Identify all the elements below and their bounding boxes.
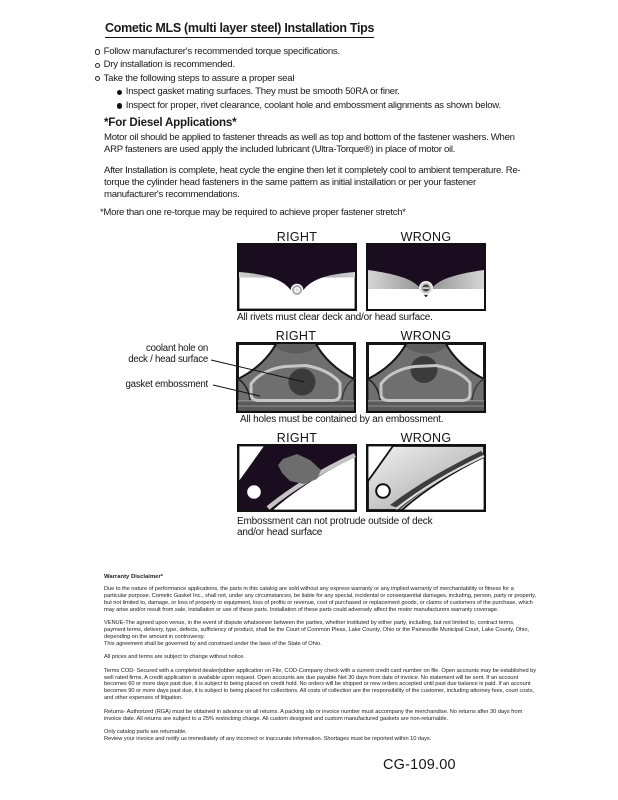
filled-bullet-icon <box>117 90 122 95</box>
warranty-paragraph: All prices and terms are subject to change without notice. <box>104 654 245 661</box>
diesel-paragraph-1: Motor oil should be applied to fastener threads as well as top and bottom of the fastener washers. When ARP fasteners are used apply the included lubricant (Ultra-Torque®) in place of motor oil. <box>104 132 515 156</box>
warranty-disclaimer-section <box>104 574 537 749</box>
wrong-label: WRONG <box>400 329 452 343</box>
rivet-icon <box>291 284 304 297</box>
list-item <box>95 72 519 85</box>
list-item <box>95 58 519 71</box>
diagram-protrusion-wrong-panel <box>366 444 486 512</box>
open-circle-bullet-icon <box>95 63 100 68</box>
bolt-hole-icon <box>376 484 390 498</box>
sub-list-item <box>117 85 519 98</box>
right-label: RIGHT <box>275 329 317 343</box>
diagram-coolant-wrong-panel <box>366 342 486 413</box>
bullet-text: Dry installation is recommended. <box>103 59 235 71</box>
right-label: RIGHT <box>276 431 318 445</box>
bullet-text: Take the following steps to assure a proper seal <box>103 72 295 84</box>
bolt-hole-icon <box>247 485 261 499</box>
coolant-hole-icon <box>411 356 438 383</box>
label-leader-lines <box>208 353 318 401</box>
open-circle-bullet-icon <box>95 49 100 54</box>
coolant-caption: All holes must be contained by an embossment. <box>240 414 444 425</box>
warranty-paragraph: Only catalog parts are returnable. <box>104 729 187 735</box>
diagram-rivet-right-panel <box>237 243 357 311</box>
diagram-protrusion-right-panel <box>237 444 357 512</box>
sub-list-item <box>117 99 519 112</box>
warranty-paragraph: Review your invoice and notify us immediately of any incorrect or inaccurate information. Shortages must be reported within 10 days. <box>104 735 432 742</box>
filled-bullet-icon <box>117 103 122 108</box>
diesel-paragraph-2: After Installation is complete, heat cycle the engine then let it completely cool to ambient temperature. Re-torque the cylinder head fasteners in the same pattern as initial installation or per your fastener manufacturer's recommendations. <box>104 165 521 201</box>
diagram-rivet-wrong-panel <box>366 243 486 311</box>
rivet-caption: All rivets must clear deck and/or head surface. <box>237 312 433 323</box>
bullet-text: Follow manufacturer's recommended torque specifications. <box>103 46 340 57</box>
warranty-paragraph: This agreement shall be governed by and construed under the laws of the State of Ohio. <box>104 640 322 647</box>
diesel-applications-heading: *For Diesel Applications* <box>104 116 237 129</box>
retorque-note: *More than one re-torque may be required to achieve proper fastener stretch* <box>100 207 406 218</box>
tips-bullet-list <box>95 45 519 112</box>
open-circle-bullet-icon <box>95 76 100 81</box>
bullet-text: Inspect for proper, rivet clearance, coolant hole and embossment alignments as shown below. <box>125 99 501 111</box>
warranty-paragraph: Terms COD- Secured with a completed dealer/jobber application on File, COD-Company check with a current credit card number on file. Open accounts may be established by well rated firms. A credit application is available upon request. Open accounts are due payable Net 30 days from date of invoice. No statement will be sent. If an account becomes 60 or more days past due, it is subject to being placed on credit hold. No orders will be shipped or new orders accepted until past due balance is paid. If an account becomes 90 or more days past due, it is subject to being placed for collections. All costs of collection are the responsibility of the customer, including attorney fees, court costs, and other expenses of litigation. <box>104 667 537 702</box>
bullet-text: Inspect gasket mating surfaces. They must be smooth 50RA or finer. <box>125 86 400 98</box>
gasket-embossment-label: gasket embossment <box>125 379 208 390</box>
wrong-label: WRONG <box>400 431 452 445</box>
wrong-label: WRONG <box>400 230 452 244</box>
warranty-paragraph: VENUE-The agreed upon venue, in the event of dispute whatsoever between the parties, whether instituted by either party, including, but not limited to, contract terms, payment terms, delivery, type, defects, sufficiency of product, shall be the Court of Common Pleas, Lake County, Ohio or the Painesville Municipal Court, Lake County, Ohio, depending on the amount in controversy. <box>104 620 530 640</box>
warranty-paragraph: Due to the nature of performance applications, the parts in this catalog are sold without any express warranty or any implied warranty of merchantability or fitness for a particular purpose. Cometic Gasket Inc., shall not, under any circumstances, be liable for any special, incidental or consequential damages, including, person, party or property, but not limited to, damage, or loss of property or equipment, loss of profits or revenue, cost of purchased or replacement goods, or claims of customers of the purchase, which may arise and/or result from sale, installation or use of these parts. Installation of these parts could adversely affect the motor manufacturers warranty coverage. <box>104 586 537 613</box>
right-label: RIGHT <box>276 230 318 244</box>
list-item <box>95 45 519 58</box>
coolant-hole-label: coolant hole on deck / head surface <box>128 343 208 365</box>
page-title: Cometic MLS (multi layer steel) Installation Tips <box>105 21 374 38</box>
warranty-paragraph: Returns- Authorized (RGA) must be obtained in advance on all returns. A packing slip or invoice number must accompany the merchandise. No returns after 30 days from invoice date. All returns are subject to a 25% restocking charge. All custom designed and custom manufactured gaskets are non-returnable. <box>104 708 523 722</box>
rivet-icon <box>420 282 433 295</box>
page-number: CG-109.00 <box>383 757 456 773</box>
protrusion-caption: Embossment can not protrude outside of deck and/or head surface <box>237 516 433 538</box>
warranty-heading: Warranty Disclaimer* <box>104 574 164 580</box>
